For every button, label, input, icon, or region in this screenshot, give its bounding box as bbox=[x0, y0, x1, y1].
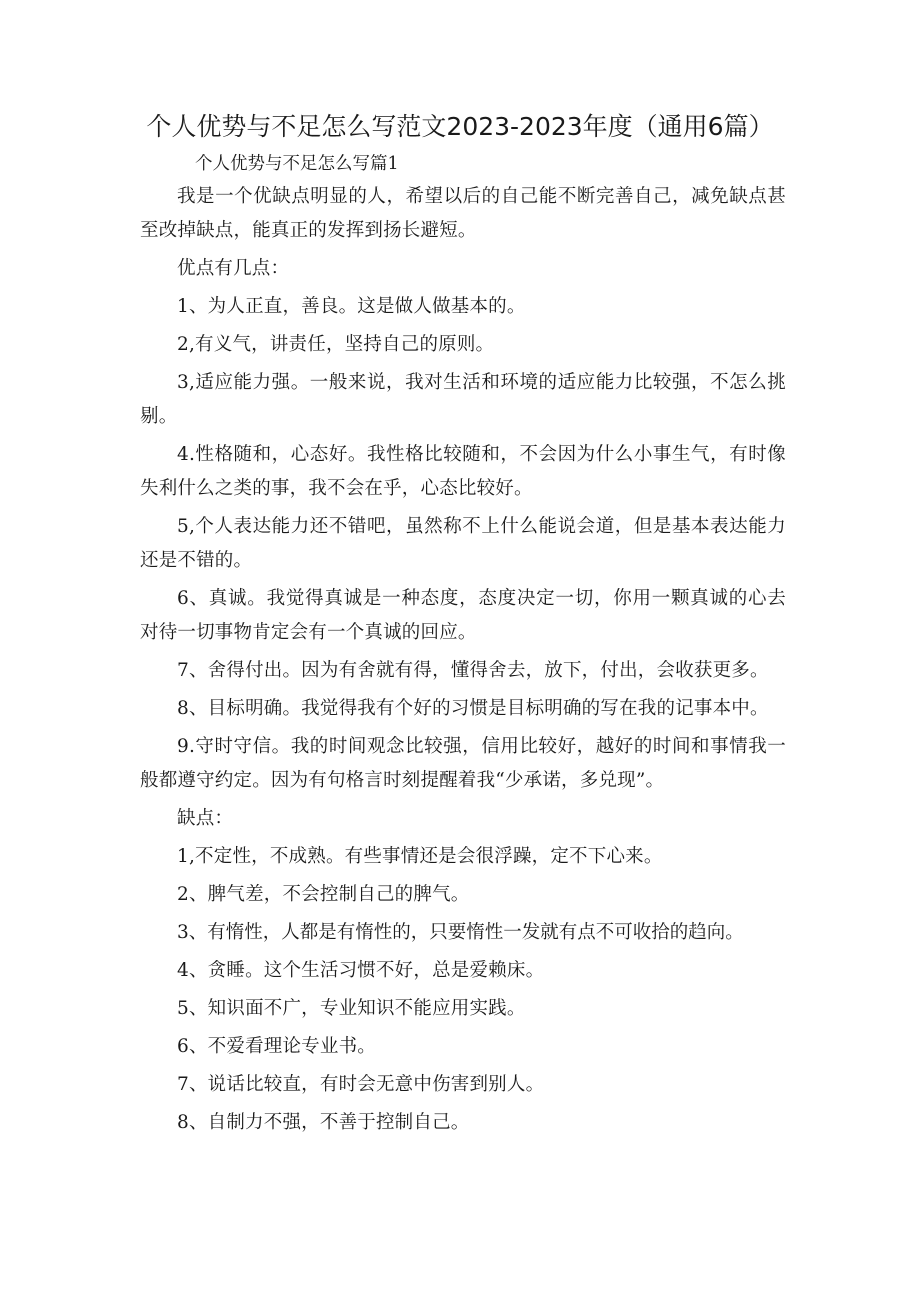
paragraph: 2、脾气差，不会控制自己的脾气。 bbox=[177, 884, 470, 905]
paragraph: 4.性格随和，心态好。我性格比较随和，不会因为什么小事生气，有时像失利什么之类的事，我不会在乎，心态比较好。 bbox=[140, 444, 786, 499]
paragraph: 2,有义气，讲责任，坚持自己的原则。 bbox=[177, 334, 495, 355]
paragraph: 缺点： bbox=[177, 808, 234, 829]
paragraph: 7、说话比较直，有时会无意中伤害到别人。 bbox=[177, 1074, 545, 1095]
section-heading: 个人优势与不足怎么写篇1 bbox=[195, 154, 399, 174]
paragraph: 7、舍得付出。因为有舍就有得，懂得舍去，放下，付出，会收获更多。 bbox=[177, 660, 769, 681]
paragraph: 优点有几点： bbox=[177, 258, 290, 279]
paragraph: 9.守时守信。我的时间观念比较强，信用比较好，越好的时间和事情我一般都遵守约定。因为有句格言时刻提醒着我“少承诺，多兑现”。 bbox=[140, 736, 786, 791]
paragraph: 1、为人正直，善良。这是做人做基本的。 bbox=[177, 296, 526, 317]
paragraph: 我是一个优缺点明显的人，希望以后的自己能不断完善自己，减免缺点甚至改掉缺点，能真正的发挥到扬长避短。 bbox=[140, 186, 786, 241]
paragraph: 1,不定性，不成熟。有些事情还是会很浮躁，定不下心来。 bbox=[177, 846, 663, 867]
paragraph: 3,适应能力强。一般来说，我对生活和环境的适应能力比较强，不怎么挑剔。 bbox=[140, 372, 786, 427]
paragraph: 6、真诚。我觉得真诚是一种态度，态度决定一切，你用一颗真诚的心去对待一切事物肯定会有一个真诚的回应。 bbox=[140, 588, 786, 643]
document-body bbox=[140, 180, 786, 1144]
paragraph: 4、贪睡。这个生活习惯不好，总是爱赖床。 bbox=[177, 960, 545, 981]
paragraph: 6、不爱看理论专业书。 bbox=[177, 1036, 376, 1057]
paragraph: 8、目标明确。我觉得我有个好的习惯是目标明确的写在我的记事本中。 bbox=[177, 698, 769, 719]
paragraph: 5、知识面不广，专业知识不能应用实践。 bbox=[177, 998, 526, 1019]
paragraph: 3、有惰性，人都是有惰性的，只要惰性一发就有点不可收拾的趋向。 bbox=[177, 922, 744, 943]
document-title: 个人优势与不足怎么写范文2023-2023年度（通用6篇） bbox=[146, 112, 774, 141]
paragraph: 8、自制力不强，不善于控制自己。 bbox=[177, 1112, 470, 1133]
paragraph: 5,个人表达能力还不错吧，虽然称不上什么能说会道，但是基本表达能力还是不错的。 bbox=[140, 516, 786, 571]
